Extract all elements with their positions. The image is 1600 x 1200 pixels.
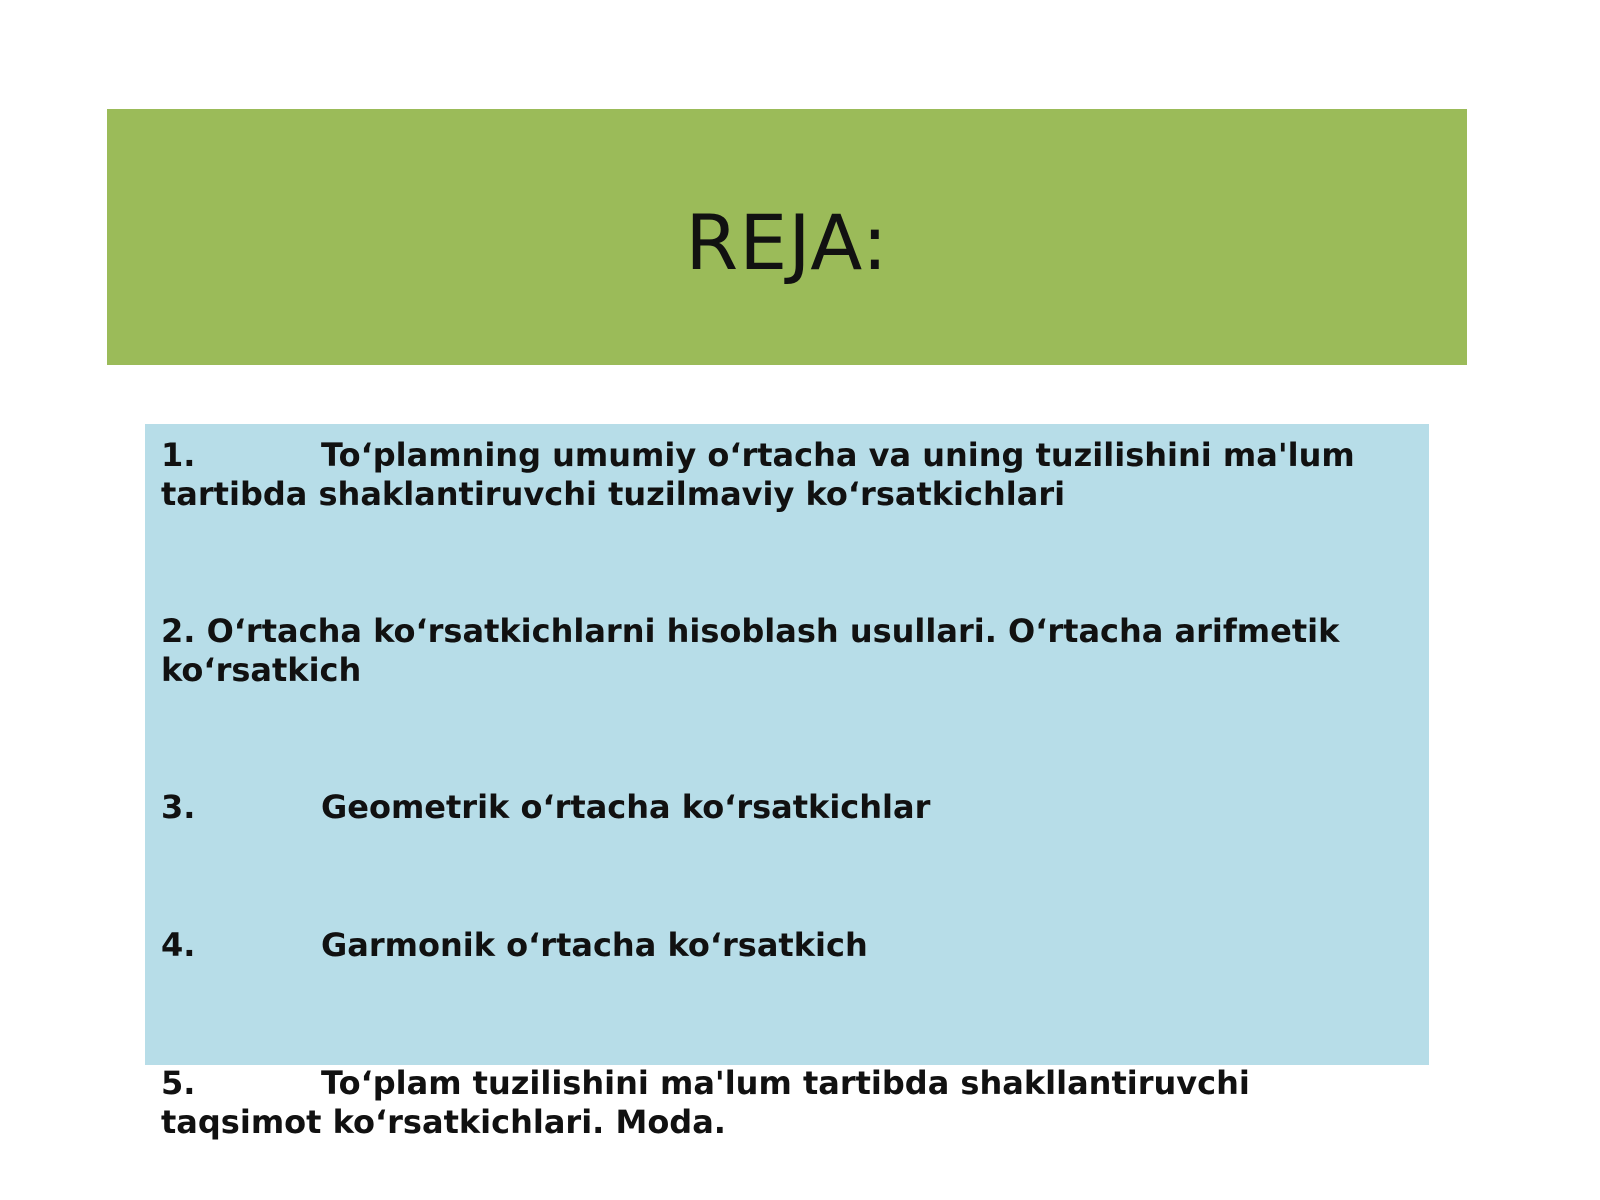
content-panel bbox=[145, 424, 1429, 1065]
slide-title: REJA: bbox=[685, 197, 889, 287]
plan-item-number: 3. bbox=[161, 788, 196, 826]
plan-item-text: Garmonik o‘rtacha ko‘rsatkich bbox=[321, 926, 868, 964]
plan-item-text: To‘plamning umumiy o‘rtacha va uning tuzilishini ma'lum tartibda shaklantiruvchi tuzilmaviy ko‘rsatkichlari bbox=[161, 436, 1355, 513]
plan-item-1 bbox=[161, 436, 1413, 514]
plan-item-number: 4. bbox=[161, 926, 196, 964]
plan-item-number: 5. bbox=[161, 1064, 196, 1102]
plan-item-text: Geometrik o‘rtacha ko‘rsatkichlar bbox=[321, 788, 931, 826]
plan-item-number: 2. bbox=[161, 612, 196, 650]
title-banner bbox=[107, 109, 1467, 365]
plan-item-3 bbox=[161, 788, 1413, 827]
plan-item-number: 1. bbox=[161, 436, 196, 474]
plan-item-2 bbox=[161, 612, 1413, 690]
plan-item-text: To‘plam tuzilishini ma'lum tartibda shakllantiruvchi taqsimot ko‘rsatkichlari. Moda. bbox=[161, 1064, 1250, 1141]
plan-item-4 bbox=[161, 926, 1413, 965]
plan-item-5 bbox=[161, 1064, 1413, 1142]
plan-item-text: O‘rtacha ko‘rsatkichlarni hisoblash usullari. O‘rtacha arifmetik ko‘rsatkich bbox=[161, 612, 1340, 689]
